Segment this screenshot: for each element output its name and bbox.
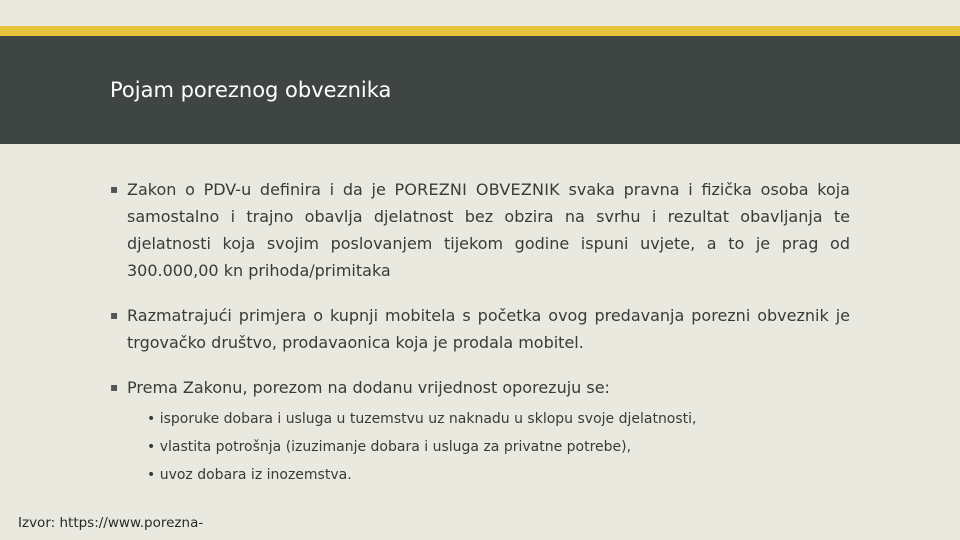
source-citation: Izvor: https://www.porezna-	[18, 515, 204, 531]
slide-content	[110, 176, 850, 489]
sub-list-item: • vlastita potrošnja (izuzimanje dobara i usluga za privatne potrebe),	[147, 439, 632, 455]
square-bullet-icon: ▪	[110, 308, 119, 322]
bullet-text: Razmatrajući primjera o kupnji mobitela s početka ovog predavanja porezni obveznik je trgovačko društvo, prodavaonica koja je prodala mobitel.	[127, 306, 850, 352]
bullet-example	[110, 302, 850, 356]
sub-list-item: • uvoz dobara iz inozemstva.	[147, 467, 352, 483]
bullet-text-before: Zakon o PDV-u definira i da je	[127, 180, 395, 199]
bullet-keyword: POREZNI OBVEZNIK	[394, 180, 560, 199]
bullet-text-after: svaka pravna i fizička osoba koja samostalno i trajno obavlja djelatnost bez obzira na svrhu i rezultat obavljanja te djelatnosti koja svojim poslovanjem tijekom godine ispuni uvjete, a to je prag od 300.000,00 kn prihoda/primitaka	[127, 180, 850, 280]
slide-title: Pojam poreznog obveznika	[110, 78, 392, 102]
bullet-taxation	[110, 374, 850, 401]
bullet-text: Prema Zakonu, porezom na dodanu vrijednost oporezuju se:	[127, 378, 610, 397]
square-bullet-icon: ▪	[110, 380, 119, 394]
sub-list	[110, 405, 850, 489]
bullet-definition	[110, 176, 850, 284]
top-stripe	[0, 0, 960, 26]
accent-bar	[0, 26, 960, 36]
sub-list-item: • isporuke dobara i usluga u tuzemstvu uz naknadu u sklopu svoje djelatnosti,	[147, 411, 697, 427]
square-bullet-icon: ▪	[110, 182, 119, 196]
